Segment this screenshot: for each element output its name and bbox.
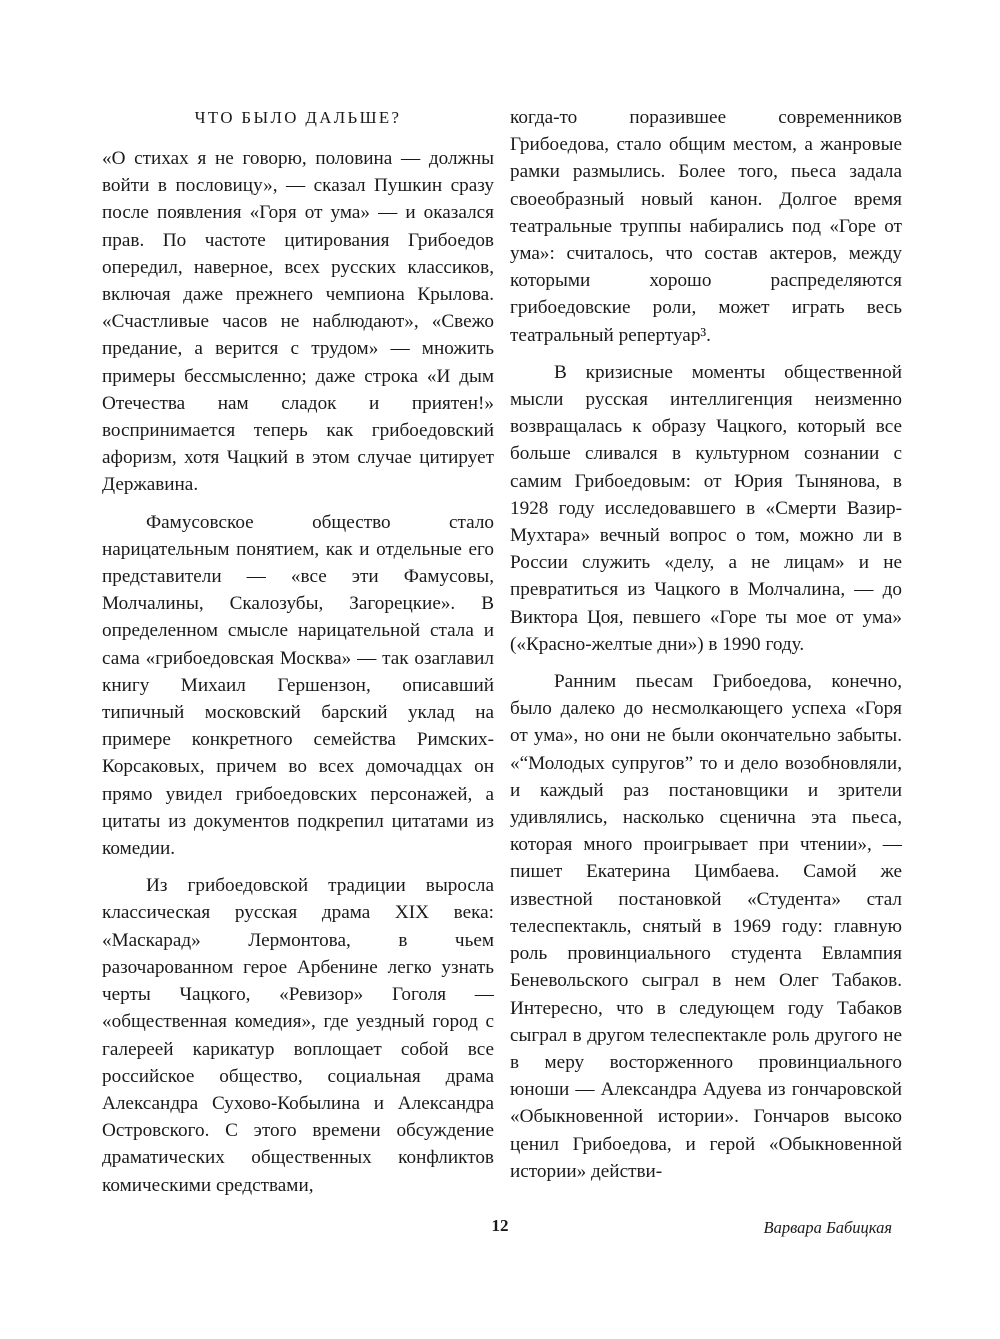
section-heading: ЧТО БЫЛО ДАЛЬШЕ? — [194, 108, 402, 127]
paragraph: «О стихах я не говорю, половина — должны войти в пословицу», — сказал Пушкин сразу после появления «Горя от ума» — и оказался прав. По частоте цитирования Грибоедов опередил, наверное, всех русских классиков, включая даже прежнего чемпиона Крылова. «Счастливые часов не наблюдают», «Свежо предание, а верится с трудом» — множить примеры бессмысленно; даже строка «И дым Отечества нам сладок и приятен!» воспринимается теперь как грибоедовский афоризм, хотя Чацкий в этом случае цитирует Державина. — [102, 148, 494, 496]
paragraph: В кризисные моменты общественной мысли русская интеллигенция неизменно возвращалась к образу Чацкого, который все больше сливался в культурном сознании с самим Грибоедовым: от Юрия Тынянова, в 1928 году исследовавшего в «Смерти Вазир-Мухтара» вечный вопрос о том, можно ли в России служить «делу, а не лицам» и не превратиться из Чацкого в Молчалина, — до Виктора Цоя, певшего «Горе ты мое от ума» («Красно-желтые дни») в 1990 году. — [510, 361, 902, 655]
left-column — [102, 104, 494, 1209]
paragraph: Фамусовское общество стало нарицательным понятием, как и отдельные его представители — «все эти Фамусовы, Молчалины, Скалозубы, Загорецкие». В определенном смысле нарицательной стала и сама «грибоедовская Москва» — так озаглавил книгу Михаил Гершензон, описавший типичный московский барский уклад на примере конкретного семейства Римских-Корсаковых, причем во всех домочадцах он прямо увидел грибоедовских персонажей, а цитаты из документов подкрепил цитатами из комедии. — [102, 511, 494, 860]
paragraph: Ранним пьесам Грибоедова, конечно, было далеко до несмолкающего успеха «Горя от ума», но они не были окончательно забыты. «“Молодых супругов” то и дело возобновляли, и каждый раз постановщики и зрители удивлялись, насколько сценична эта пьеса, которая много проигрывает при чтении», — пишет Екатерина Цимбаева. Самой же известной постановкой «Студента» стал телеспектакль, снятый в 1969 году: главную роль провинциального студента Евлампия Беневольского сыграл в нем Олег Табаков. Интересно, что в следующем году Табаков сыграл в другом телеспектакле роль другого не в меру восторженного провинциального юноши — Александра Адуева из гончаровской «Обыкновенной истории». Гончаров высоко ценил Грибоедова, и герой «Обыкновенной истории» действи- — [510, 671, 902, 1182]
paragraph: когда-то поразившее современников Грибоедова, стало общим местом, а жанровые рамки размылись. Более того, пьеса задала своеобразный новый канон. Долгое время театральные труппы набирались под «Горе от ума»: считалось, что состав актеров, между которыми хорошо распределяются грибоедовские роли, может играть весь театральный репертуар³. — [510, 107, 902, 346]
page-number: 12 — [491, 1216, 509, 1235]
right-column — [510, 104, 902, 1195]
paragraph: Из грибоедовской традиции выросла классическая русская драма XIX века: «Маскарад» Лермонтова, в чьем разочарованном герое Арбенине легко узнать черты Чацкого, «Ревизор» Гоголя — «общественная комедия», где уездный город с галереей карикатур воплощает собой все российское общество, социальная драма Александра Сухово-Кобылина и Александра Островского. С этого времени обсуждение драматических общественных конфликтов комическими средствами, — [102, 875, 494, 1196]
running-footer-author: Варвара Бабицкая — [763, 1218, 892, 1237]
